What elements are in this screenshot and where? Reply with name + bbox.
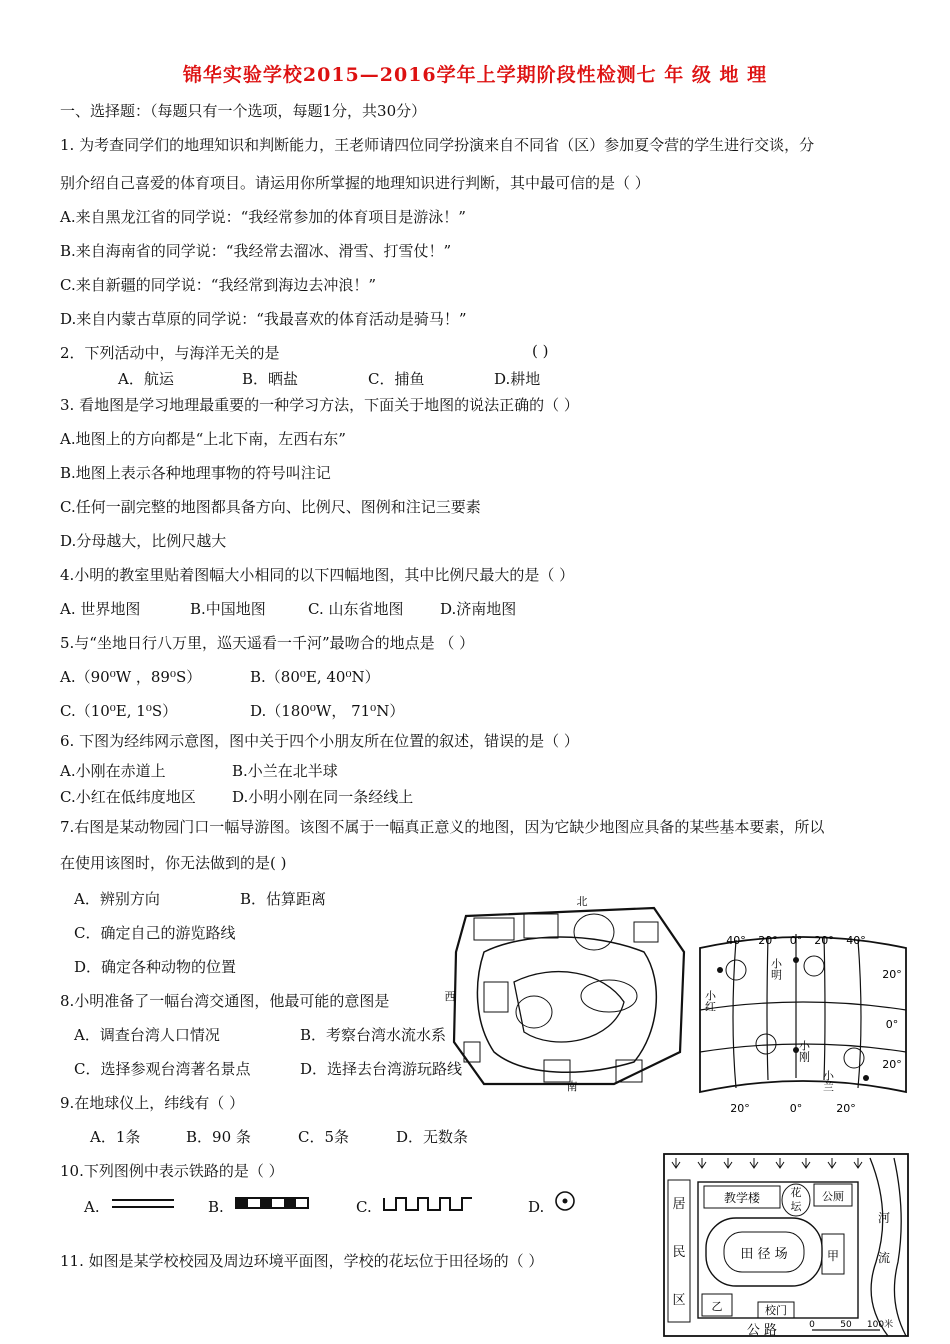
q6-stem: 6. 下图为经纬网示意图，图中关于四个小朋友所在位置的叙述，错误的是（ ）: [60, 732, 579, 750]
grid-right-0: 0°: [885, 1018, 899, 1031]
q1-option-d: D.来自内蒙古草原的同学说：“我最喜欢的体育活动是骑马！”: [60, 310, 467, 328]
q3-stem: 3. 看地图是学习地理最重要的一种学习方法，下面关于地图的说法正确的（ ）: [60, 396, 579, 414]
page-title: 锦华实验学校2015—2016学年上学期阶段性检测七 年 级 地 理: [182, 64, 768, 86]
q1-option-a: A.来自黑龙江省的同学说：“我经常参加的体育项目是游泳！”: [60, 208, 466, 226]
river-label-2: 流: [877, 1251, 891, 1265]
q2-option-c: C．捕鱼: [368, 370, 425, 388]
kid-xiaohong-label: 小红: [703, 990, 717, 1012]
grid-top-0: 0°: [789, 934, 803, 947]
teaching-building-label: 教学楼: [723, 1191, 761, 1205]
q2-paren: ( ): [532, 342, 549, 360]
school-gate-label: 校门: [765, 1304, 787, 1317]
q7-option-b: B．估算距离: [240, 890, 327, 908]
scale-50: 50: [840, 1320, 852, 1330]
scale-0: 0: [809, 1320, 815, 1330]
residential-label-3: 区: [672, 1293, 686, 1308]
q5-stem: 5.与“坐地日行八万里，巡天遥看一千河”最吻合的地点是 （ ）: [60, 634, 475, 652]
grid-top-40e: 40°: [846, 934, 866, 947]
grid-right-20s: 20°: [882, 1058, 902, 1071]
q6-option-c: C.小红在低纬度地区: [60, 788, 196, 806]
yi-label: 乙: [711, 1300, 723, 1313]
q2-option-d: D.耕地: [494, 370, 541, 388]
q7-option-d: D．确定各种动物的位置: [74, 958, 237, 976]
campus-map: [662, 1152, 910, 1338]
toilet-label: 公厕: [822, 1190, 844, 1203]
q6-option-a: A.小刚在赤道上: [60, 762, 166, 780]
q6-option-b: B.小兰在北半球: [232, 762, 338, 780]
q2-option-a: A．航运: [118, 370, 174, 388]
q9-stem: 9.在地球仪上，纬线有（ ）: [60, 1094, 245, 1112]
kid-xiaolan-label: 小兰: [821, 1070, 835, 1092]
q4-option-d: D.济南地图: [440, 600, 517, 618]
q5-option-a: A.（90⁰W ，89⁰S）: [60, 668, 202, 686]
section-heading: 一、选择题：（每题只有一个选项，每题1分，共30分）: [60, 102, 427, 120]
residential-label-1: 居: [672, 1197, 686, 1212]
railway-legend-icon: [234, 1192, 310, 1216]
latlong-grid-map: [696, 930, 910, 1116]
q8-option-c: C．选择参观台湾著名景点: [74, 1060, 251, 1078]
q9-option-a: A．1条: [90, 1128, 141, 1146]
scale-100: 100米: [866, 1320, 894, 1330]
q8-stem: 8.小明准备了一幅台湾交通图，他最可能的意图是: [60, 992, 390, 1010]
grid-bottom-20e: 20°: [836, 1102, 856, 1115]
road-label: 公 路: [746, 1323, 778, 1338]
jia-label: 甲: [826, 1249, 840, 1263]
q2-stem: 2．下列活动中，与海洋无关的是: [60, 344, 280, 362]
wall-legend-icon: [382, 1192, 474, 1216]
q7-option-c: C．确定自己的游览路线: [74, 924, 236, 942]
q3-option-d: D.分母越大，比例尺越大: [60, 532, 227, 550]
q7-stem-a: 7.右图是某动物园门口一幅导游图。该图不属于一幅真正意义的地图，因为它缺少地图应具备的某些基本要素，所以: [60, 818, 825, 836]
q7-stem-b: 在使用该图时，你无法做到的是( ): [60, 854, 287, 872]
q7-option-a: A．辨别方向: [74, 890, 160, 908]
q2-option-b: B．晒盐: [242, 370, 299, 388]
kid-xiaoming-label: 小明: [769, 958, 783, 980]
q1-stem-b: 别介绍自己喜爱的体育项目。请运用你所掌握的地理知识进行判断，其中最可信的是（ ）: [60, 174, 650, 192]
zoo-west-label: 西: [444, 990, 456, 1003]
double-line-legend-icon: [110, 1192, 176, 1216]
grid-top-20e: 20°: [814, 934, 834, 947]
q1-option-b: B.来自海南省的同学说：“我经常去溜冰、滑雪、打雪仗！”: [60, 242, 452, 260]
grid-bottom-0: 0°: [789, 1102, 803, 1115]
q3-option-c: C.任何一副完整的地图都具备方向、比例尺、图例和注记三要素: [60, 498, 481, 516]
q10-option-b: B.: [208, 1198, 224, 1216]
q5-option-c: C.（10⁰E, 1⁰S）: [60, 702, 178, 720]
q9-option-d: D．无数条: [396, 1128, 469, 1146]
capital-legend-icon: [552, 1188, 578, 1214]
residential-label-2: 民: [672, 1245, 686, 1260]
q5-option-d: D.（180⁰W， 71⁰N）: [250, 702, 405, 720]
q6-option-d: D.小明小刚在同一条经线上: [232, 788, 414, 806]
kid-xiaogang-label: 小刚: [797, 1040, 811, 1062]
q1-stem-a: 1. 为考查同学们的地理知识和判断能力，王老师请四位同学扮演来自不同省（区）参加夏令营的学生进行交谈，分: [60, 136, 815, 154]
river-label-1: 河: [877, 1211, 891, 1225]
flowerbed-label-2: 坛: [790, 1200, 802, 1213]
q9-option-c: C．5条: [298, 1128, 350, 1146]
q5-option-b: B.（80⁰E, 40⁰N）: [250, 668, 380, 686]
q9-option-b: B．90 条: [186, 1128, 251, 1146]
grid-right-20n: 20°: [882, 968, 902, 981]
q3-option-a: A.地图上的方向都是“上北下南，左西右东”: [60, 430, 346, 448]
grid-top-40w: 40°: [726, 934, 746, 947]
zoo-guide-map: [444, 892, 694, 1092]
q10-option-c: C.: [356, 1198, 372, 1216]
q10-option-d: D.: [528, 1198, 545, 1216]
q4-option-c: C. 山东省地图: [308, 600, 404, 618]
q1-option-c: C.来自新疆的同学说：“我经常到海边去冲浪！”: [60, 276, 377, 294]
q10-stem: 10.下列图例中表示铁路的是（ ）: [60, 1162, 284, 1180]
q4-stem: 4.小明的教室里贴着图幅大小相同的以下四幅地图，其中比例尺最大的是（ ）: [60, 566, 575, 584]
q11-stem: 11. 如图是某学校校园及周边环境平面图，学校的花坛位于田径场的（ ）: [60, 1252, 544, 1270]
q3-option-b: B.地图上表示各种地理事物的符号叫注记: [60, 464, 331, 482]
q8-option-b: B．考察台湾水流水系: [300, 1026, 447, 1044]
q8-option-a: A．调查台湾人口情况: [74, 1026, 220, 1044]
grid-bottom-20w: 20°: [730, 1102, 750, 1115]
zoo-north-label: 北: [576, 895, 588, 908]
q10-option-a: A.: [84, 1198, 100, 1216]
zoo-south-label: 南: [566, 1080, 578, 1092]
track-field-label: 田 径 场: [740, 1247, 788, 1262]
q8-option-d: D．选择去台湾游玩路线: [300, 1060, 463, 1078]
q4-option-a: A. 世界地图: [60, 600, 141, 618]
grid-top-20w: 20°: [758, 934, 778, 947]
q4-option-b: B.中国地图: [190, 600, 266, 618]
flowerbed-label-1: 花: [790, 1186, 802, 1199]
